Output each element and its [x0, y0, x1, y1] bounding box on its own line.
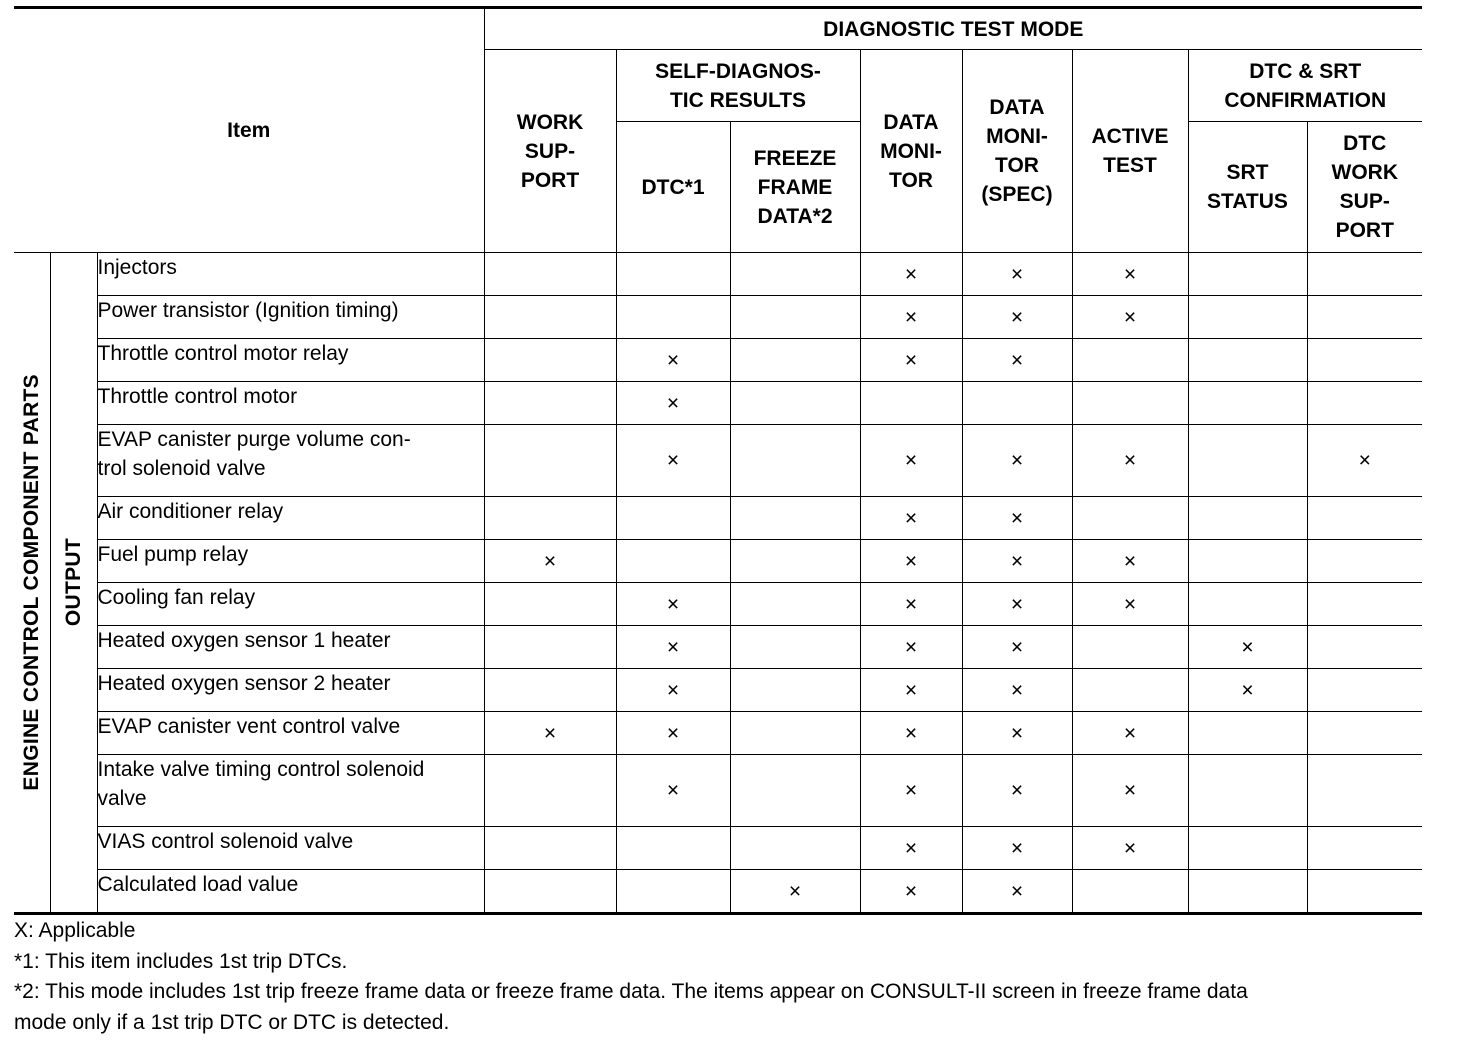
empty-cell: [1307, 870, 1422, 914]
empty-cell: [730, 382, 860, 425]
empty-cell: [962, 382, 1072, 425]
item-name-line: Cooling fan relay: [97, 586, 256, 609]
empty-cell: [1188, 583, 1307, 626]
note-1: *1: This item includes 1st trip DTCs.: [14, 949, 348, 973]
empty-cell: [1188, 827, 1307, 870]
header-line: CONFIRMATION: [1224, 88, 1387, 112]
applicable-mark: ×: [962, 296, 1072, 339]
empty-cell: [616, 870, 730, 914]
header-line: ACTIVE: [1091, 125, 1169, 148]
empty-cell: [730, 425, 860, 497]
empty-cell: [1307, 540, 1422, 583]
empty-cell: [1188, 870, 1307, 914]
note-applicable: X: Applicable: [14, 919, 136, 942]
empty-cell: [484, 382, 616, 425]
applicable-mark: ×: [860, 339, 962, 382]
note-2-line-2: mode only if a 1st trip DTC or DTC is detected.: [14, 1010, 450, 1034]
item-name: [97, 253, 484, 296]
applicable-mark: ×: [860, 583, 962, 626]
empty-cell: [484, 626, 616, 669]
header-line: SRT: [1226, 161, 1269, 184]
item-name-line: Air conditioner relay: [97, 500, 284, 523]
applicable-mark: ×: [616, 425, 730, 497]
applicable-mark: ×: [1072, 425, 1188, 497]
empty-cell: [1188, 540, 1307, 583]
header-line: SUP-: [524, 139, 576, 163]
header-line: DATA*2: [757, 204, 833, 228]
header-line: SELF-DIAGNOS-: [655, 59, 821, 83]
empty-cell: [1307, 339, 1422, 382]
applicable-mark: ×: [962, 339, 1072, 382]
header-line: (SPEC): [981, 183, 1053, 206]
item-name-line: Injectors: [97, 256, 177, 279]
empty-cell: [860, 382, 962, 425]
applicable-mark: ×: [616, 626, 730, 669]
item-name-line: EVAP canister purge volume con-: [97, 428, 411, 451]
empty-cell: [1072, 382, 1188, 425]
applicable-mark: ×: [962, 870, 1072, 914]
applicable-mark: ×: [616, 583, 730, 626]
applicable-mark: ×: [860, 497, 962, 540]
applicable-mark: ×: [1072, 296, 1188, 339]
empty-cell: [1307, 253, 1422, 296]
note-2-line-1: *2: This mode includes 1st trip freeze frame data or freeze frame data. The items appear on CONSULT-II screen in freeze frame data: [14, 980, 1248, 1003]
applicable-mark: ×: [1072, 755, 1188, 827]
applicable-mark: ×: [962, 497, 1072, 540]
empty-cell: [616, 296, 730, 339]
dtc-work-support-header: [1307, 122, 1422, 253]
item-name: [97, 425, 484, 497]
empty-cell: [1307, 583, 1422, 626]
empty-cell: [1307, 626, 1422, 669]
empty-cell: [1188, 755, 1307, 827]
applicable-mark: ×: [616, 339, 730, 382]
header-line: WORK: [1331, 161, 1398, 184]
table-row: [14, 339, 1422, 382]
empty-cell: [616, 253, 730, 296]
empty-cell: [730, 253, 860, 296]
applicable-mark: ×: [1188, 669, 1307, 712]
table-row: [14, 870, 1422, 914]
empty-cell: [1307, 497, 1422, 540]
item-name: [97, 755, 484, 827]
applicable-mark: ×: [616, 755, 730, 827]
empty-cell: [730, 339, 860, 382]
applicable-mark: ×: [1072, 827, 1188, 870]
applicable-mark: ×: [962, 755, 1072, 827]
header-line: DTC: [1343, 132, 1387, 155]
applicable-mark: ×: [962, 425, 1072, 497]
table-row: [14, 382, 1422, 425]
active-test-header: [1072, 50, 1188, 253]
empty-cell: [1307, 296, 1422, 339]
item-header: Item: [14, 8, 484, 253]
item-name: [97, 870, 484, 914]
applicable-mark: ×: [962, 583, 1072, 626]
empty-cell: [484, 827, 616, 870]
empty-cell: [616, 827, 730, 870]
empty-cell: [484, 669, 616, 712]
item-name-line: Calculated load value: [97, 873, 299, 896]
applicable-mark: ×: [860, 253, 962, 296]
item-name: [97, 296, 484, 339]
table-row: [14, 755, 1422, 827]
diagnostic-test-mode-table: [14, 6, 1422, 915]
empty-cell: [730, 712, 860, 755]
header-line: FREEZE: [753, 146, 837, 170]
header-line: DATA: [883, 110, 939, 134]
item-name-line: trol solenoid valve: [97, 457, 266, 480]
item-name-line: Fuel pump relay: [97, 543, 249, 566]
applicable-mark: ×: [962, 540, 1072, 583]
empty-cell: [1072, 497, 1188, 540]
item-name: [97, 712, 484, 755]
header-line: DATA: [989, 96, 1045, 119]
applicable-mark: ×: [860, 626, 962, 669]
diagnostic-test-mode-header: DIAGNOSTIC TEST MODE: [484, 8, 1422, 50]
empty-cell: [1307, 712, 1422, 755]
applicable-mark: ×: [616, 712, 730, 755]
empty-cell: [1072, 669, 1188, 712]
applicable-mark: ×: [1072, 583, 1188, 626]
applicable-mark: ×: [962, 253, 1072, 296]
empty-cell: [484, 755, 616, 827]
table-row: [14, 712, 1422, 755]
empty-cell: [484, 253, 616, 296]
header-line: PORT: [1335, 219, 1394, 242]
item-name-line: Power transistor (Ignition timing): [97, 299, 399, 322]
empty-cell: [484, 583, 616, 626]
header-line: MONI-: [880, 139, 942, 163]
item-name-line: Heated oxygen sensor 1 heater: [97, 629, 391, 652]
group-label-cell: [14, 253, 50, 914]
table-row: [14, 296, 1422, 339]
header-line: TEST: [1103, 154, 1157, 177]
item-name: [97, 669, 484, 712]
applicable-mark: ×: [1072, 540, 1188, 583]
empty-cell: [1307, 669, 1422, 712]
table-body: [14, 253, 1422, 914]
applicable-mark: ×: [1307, 425, 1422, 497]
empty-cell: [616, 540, 730, 583]
empty-cell: [484, 497, 616, 540]
table-row: [14, 669, 1422, 712]
empty-cell: [1188, 425, 1307, 497]
data-monitor-header: [860, 50, 962, 253]
item-name: [97, 540, 484, 583]
empty-cell: [730, 755, 860, 827]
applicable-mark: ×: [860, 540, 962, 583]
item-name: [97, 497, 484, 540]
applicable-mark: ×: [484, 540, 616, 583]
applicable-mark: ×: [860, 296, 962, 339]
empty-cell: [730, 669, 860, 712]
item-name-line: Intake valve timing control solenoid: [97, 758, 425, 781]
item-name-line: VIAS control solenoid valve: [97, 830, 354, 853]
table-row: [14, 425, 1422, 497]
empty-cell: [730, 827, 860, 870]
item-name: [97, 382, 484, 425]
table-row: [14, 626, 1422, 669]
empty-cell: [1188, 296, 1307, 339]
applicable-mark: ×: [484, 712, 616, 755]
empty-cell: [1188, 253, 1307, 296]
dtc-header: DTC*1: [616, 122, 730, 253]
empty-cell: [484, 339, 616, 382]
applicable-mark: ×: [962, 827, 1072, 870]
item-name: [97, 583, 484, 626]
applicable-mark: ×: [962, 626, 1072, 669]
applicable-mark: ×: [1072, 712, 1188, 755]
item-name: [97, 827, 484, 870]
applicable-mark: ×: [860, 755, 962, 827]
empty-cell: [1188, 497, 1307, 540]
applicable-mark: ×: [962, 669, 1072, 712]
header-line: TOR: [889, 168, 933, 192]
empty-cell: [484, 425, 616, 497]
empty-cell: [730, 497, 860, 540]
empty-cell: [1307, 827, 1422, 870]
item-name: [97, 339, 484, 382]
table-row: [14, 497, 1422, 540]
work-support-header: [484, 50, 616, 253]
item-name-line: Throttle control motor: [97, 385, 298, 408]
empty-cell: [1307, 382, 1422, 425]
table-row: [14, 583, 1422, 626]
empty-cell: [1188, 712, 1307, 755]
applicable-mark: ×: [860, 827, 962, 870]
header-line: MONI-: [986, 125, 1048, 148]
applicable-mark: ×: [962, 712, 1072, 755]
self-diagnostic-results-header: [616, 50, 860, 122]
applicable-mark: ×: [1072, 253, 1188, 296]
header-line: TIC RESULTS: [669, 88, 807, 112]
item-name: [97, 626, 484, 669]
subgroup-label-cell: [50, 253, 97, 914]
applicable-mark: ×: [616, 669, 730, 712]
item-name-line: valve: [97, 787, 147, 810]
empty-cell: [484, 870, 616, 914]
header-line: DTC & SRT: [1249, 59, 1362, 83]
empty-cell: [616, 497, 730, 540]
applicable-mark: ×: [860, 425, 962, 497]
empty-cell: [1307, 755, 1422, 827]
header-line: WORK: [516, 110, 584, 134]
empty-cell: [1188, 339, 1307, 382]
footnotes: [14, 916, 1422, 1038]
freeze-frame-data-header: [730, 122, 860, 253]
header-line: PORT: [520, 168, 580, 192]
header-line: TOR: [995, 154, 1039, 177]
table-row: [14, 253, 1422, 296]
srt-status-header: [1188, 122, 1307, 253]
applicable-mark: ×: [860, 712, 962, 755]
group-label: ENGINE CONTROL COMPONENT PARTS: [20, 374, 44, 791]
applicable-mark: ×: [1188, 626, 1307, 669]
item-name-line: Throttle control motor relay: [97, 342, 349, 365]
dtc-srt-confirmation-header: [1188, 50, 1422, 122]
data-monitor-spec-header: [962, 50, 1072, 253]
applicable-mark: ×: [616, 382, 730, 425]
applicable-mark: ×: [730, 870, 860, 914]
empty-cell: [1072, 626, 1188, 669]
empty-cell: [484, 296, 616, 339]
header-line: SUP-: [1339, 190, 1390, 213]
item-name-line: EVAP canister vent control valve: [97, 715, 401, 738]
header-line: FRAME: [757, 175, 833, 199]
empty-cell: [1072, 339, 1188, 382]
empty-cell: [730, 626, 860, 669]
empty-cell: [730, 583, 860, 626]
item-name-line: Heated oxygen sensor 2 heater: [97, 672, 391, 695]
table-row: [14, 827, 1422, 870]
applicable-mark: ×: [860, 870, 962, 914]
empty-cell: [1072, 870, 1188, 914]
subgroup-label: OUTPUT: [62, 538, 85, 627]
empty-cell: [1188, 382, 1307, 425]
applicable-mark: ×: [860, 669, 962, 712]
table-row: [14, 540, 1422, 583]
empty-cell: [730, 296, 860, 339]
header-line: STATUS: [1207, 190, 1288, 213]
empty-cell: [730, 540, 860, 583]
